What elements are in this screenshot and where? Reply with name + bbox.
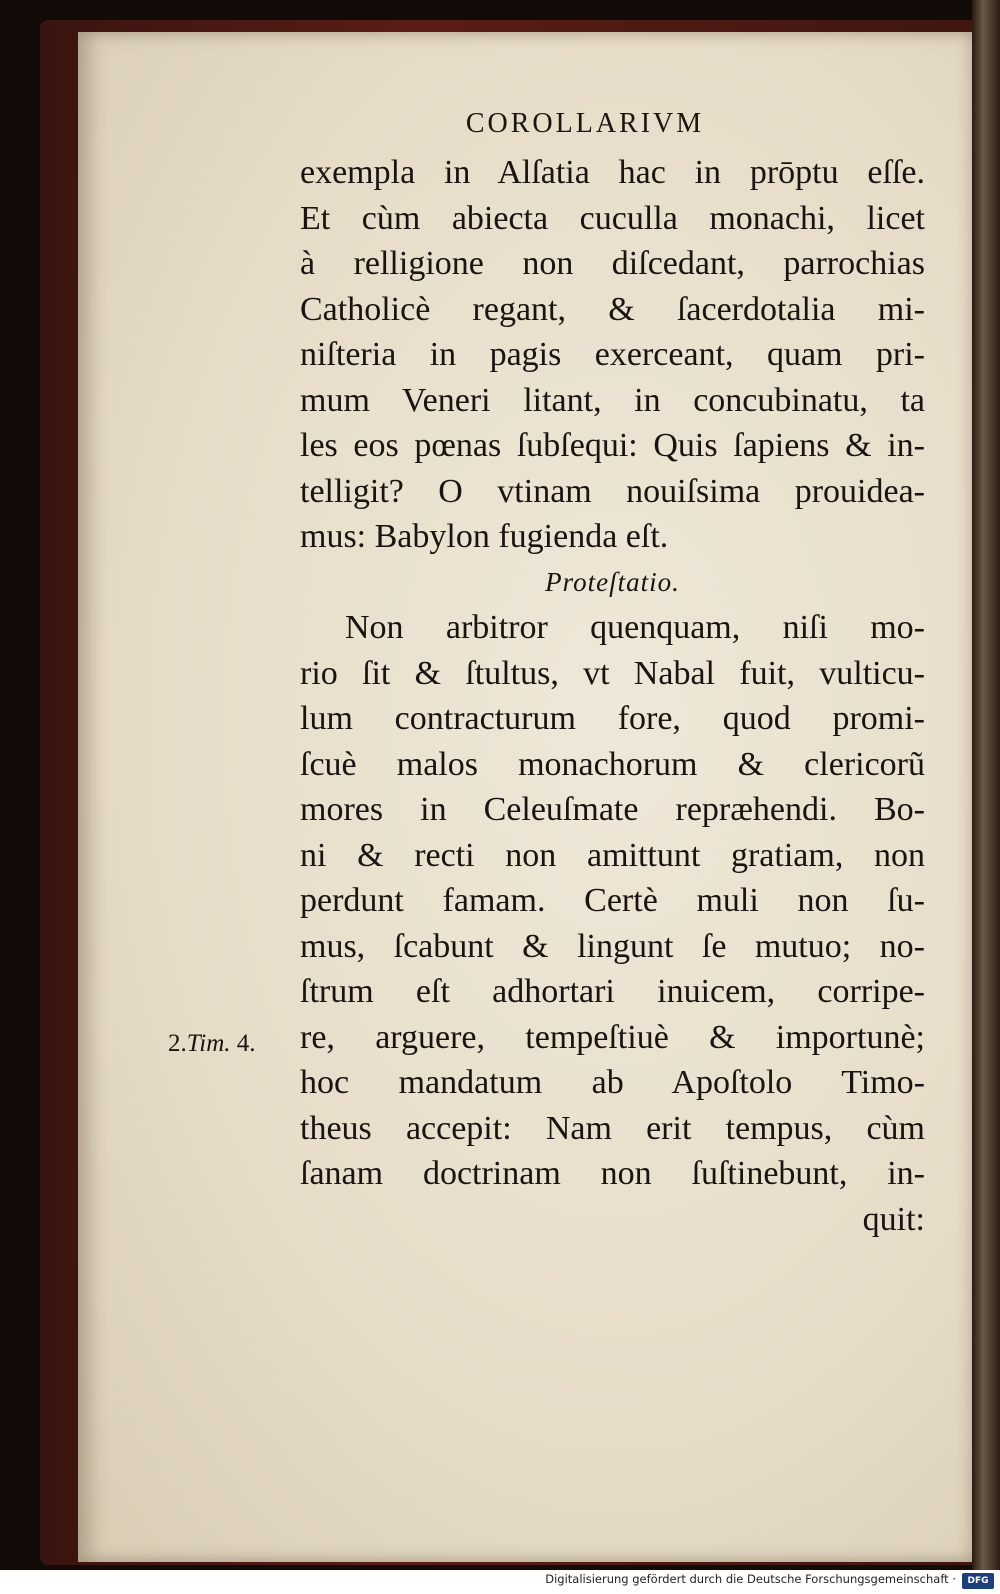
text-line: mus, ſcabunt & lingunt ſe mutuo; no- [300,927,925,965]
margin-note-num: 2. [168,1030,187,1057]
text-block [300,150,925,1242]
text-line: à relligione non diſcedant, parrochias [300,245,925,282]
text-line: perdunt famam. Certè muli non ſu- [300,882,925,919]
text-line: ſtrum eſt adhortari inuicem, corripe- [300,973,925,1010]
running-head: COROLLARIVM [465,108,705,139]
margin-note-chapter: 4. [236,1030,256,1057]
text-line: Non arbitror quenquam, niſi mo- [345,609,925,646]
text-line: lum contracturum fore, quod promi- [300,700,925,737]
text-line: re, arguere, tempeſtiuè & importunè; [300,1018,925,1056]
margin-note-book: Tim. [186,1030,231,1057]
text-line: theus accepit: Nam erit tempus, cùm [300,1109,925,1147]
text-line: mores in Celeuſmate repræhendi. Bo- [300,791,925,828]
text-line: mus: Babylon fugienda eſt. [300,518,669,555]
text-line: les eos pœnas ſubſequi: Quis ſapiens & in- [300,427,925,464]
text-line: telligit? O vtinam nouiſsima prouidea- [300,472,925,510]
dfg-logo: DFG [962,1573,994,1589]
text-line: ſanam doctrinam non ſuſtinebunt, in- [300,1155,925,1192]
text-line: ſcuè malos monachorum & clericorũ [300,745,925,783]
footer-credit: Digitalisierung gefördert durch die Deutsche Forschungsgemeinschaft · [545,1572,956,1586]
text-line: Catholicè regant, & ſacerdotalia mi- [300,290,925,328]
text-line: rio ſit & ſtultus, vt Nabal fuit, vulticu- [300,654,925,692]
text-line: niſteria in pagis exerceant, quam pri- [300,336,925,373]
page-edge [972,0,1000,1594]
margin-note [168,1030,256,1058]
text-line: exempla in Alſatia hac in prōptu eſſe. [300,154,925,191]
section-heading: Proteſtatio. [545,566,680,597]
text-line: mum Veneri litant, in concubinatu, ta [300,381,925,419]
text-line: hoc mandatum ab Apoſtolo Timo- [300,1064,925,1101]
text-line: Et cùm abiecta cuculla monachi, licet [300,199,925,237]
catchword: quit: [862,1200,925,1238]
footer-bar [0,1570,1000,1594]
text-line: ni & recti non amittunt gratiam, non [300,836,925,874]
